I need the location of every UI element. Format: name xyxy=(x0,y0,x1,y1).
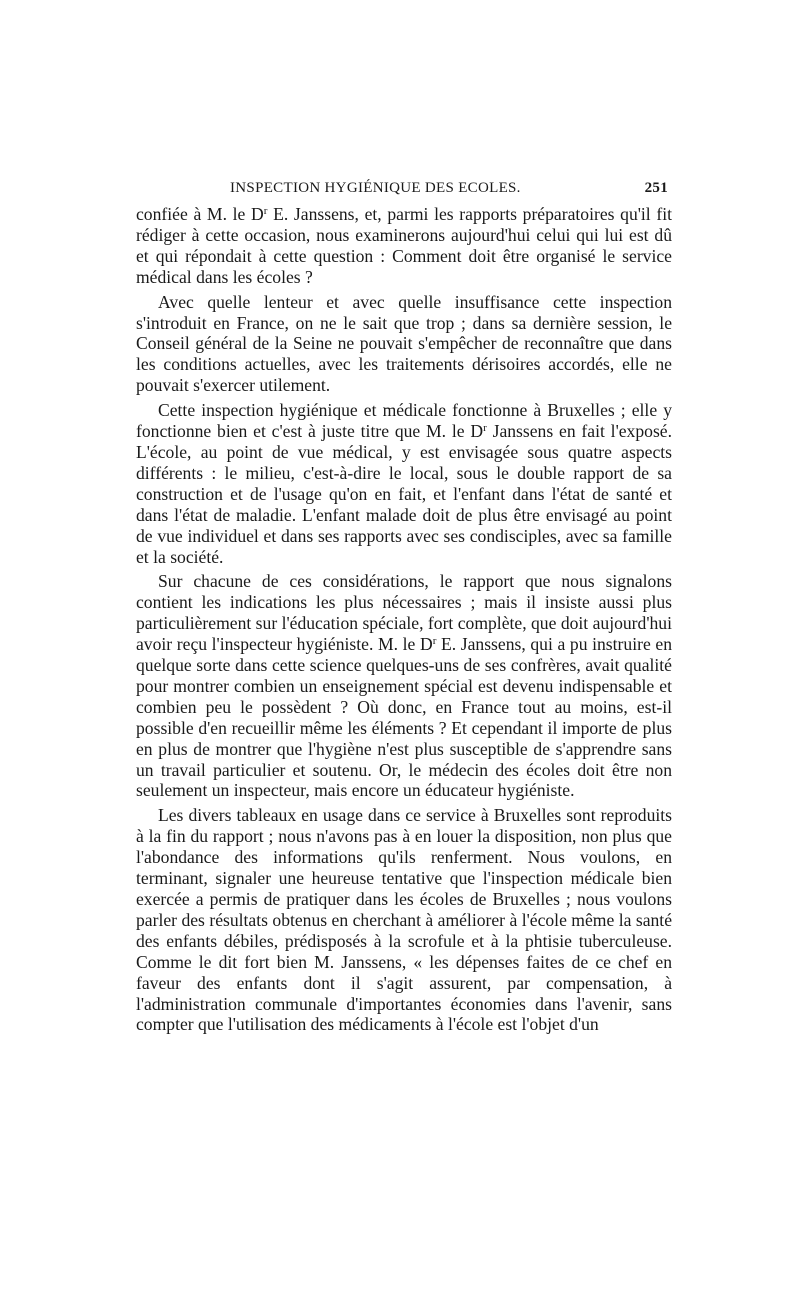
paragraph-1: confiée à M. le $D^r$ E. Janssens, et, parmi les rapports préparatoires qu'il fit rédiger à cette occasion, nous examinerons aujourd'hui celui qui lui est dû et qui répondait à cette question : Comment doit être organisé le service médical dans les écoles ? xyxy=(136,204,673,287)
page-number: 251 xyxy=(644,180,668,196)
paragraph-4: Sur chacune de ces considérations, le rapport que nous signalons contient les indications les plus nécessaires ; mais il insiste aussi plus particulièrement sur l'éducation spéciale, fort complète, que doit aujourd'hui avoir reçu l'inspecteur hygiéniste. M. le $D^r$ E. Janssens, qui a pu instruire en quelque sorte dans cette science quelques-uns de ses confrères, avait qualité pour montrer combien un enseignement spécial est devenu indispensable et combien peu le possèdent ? Où donc, en France tout au moins, est-il possible d'en recueillir même les éléments ? Et cependant il importe de plus en plus de montrer que l'hygiène n'est plus susceptible de s'apprendre sans un travail particulier et soutenu. Or, le médecin des écoles doit être non seulement un inspecteur, mais encore un éducateur hygiéniste. xyxy=(136,571,672,801)
book-page xyxy=(136,176,672,1039)
body-text xyxy=(136,204,672,1035)
paragraph-3: Cette inspection hygiénique et médicale fonctionne à Bruxelles ; elle y fonctionne bien et c'est à juste titre que M. le $D^r$ Janssens en fait l'exposé. L'école, au point de vue médical, y est envisagée sous quatre aspects différents : le milieu, c'est-à-dire le local, sous le double rapport de sa construction et de l'usage qu'on en fait, et l'enfant dans l'état de santé et dans l'état de maladie. L'enfant malade doit de plus être envisagé au point de vue individuel et dans ses rapports avec ses condisciples, avec sa famille et la société. xyxy=(136,400,672,567)
paragraph-2: Avec quelle lenteur et avec quelle insuffisance cette inspection s'introduit en France, on ne le sait que trop ; dans sa dernière session, le Conseil général de la Seine ne pouvait s'empêcher de reconnaître que dans les conditions actuelles, avec les traitements dérisoires accordés, elle ne pouvait s'exercer utilement. xyxy=(136,291,672,396)
running-header xyxy=(136,176,672,204)
paragraph-5: Les divers tableaux en usage dans ce service à Bruxelles sont reproduits à la fin du rapport ; nous n'avons pas à en louer la disposition, non plus que l'abondance des informations qu'ils renferment. Nous voulons, en terminant, signaler une heureuse tentative que l'inspection médicale bien exercée a permis de pratiquer dans les écoles de Bruxelles ; nous voulons parler des résultats obtenus en cherchant à améliorer à l'école même la santé des enfants débiles, prédisposés à la scrofule et à la phtisie tuberculeuse. Comme le dit fort bien M. Janssens, « les dépenses faites de ce chef en faveur des enfants dont il s'agit assurent, par compensation, à l'administration communale d'importantes économies dans l'avenir, sans compter que l'utilisation des médicaments à l'école est l'objet d'un xyxy=(136,805,672,1035)
running-title: INSPECTION HYGIÉNIQUE DES ECOLES. xyxy=(230,180,521,196)
